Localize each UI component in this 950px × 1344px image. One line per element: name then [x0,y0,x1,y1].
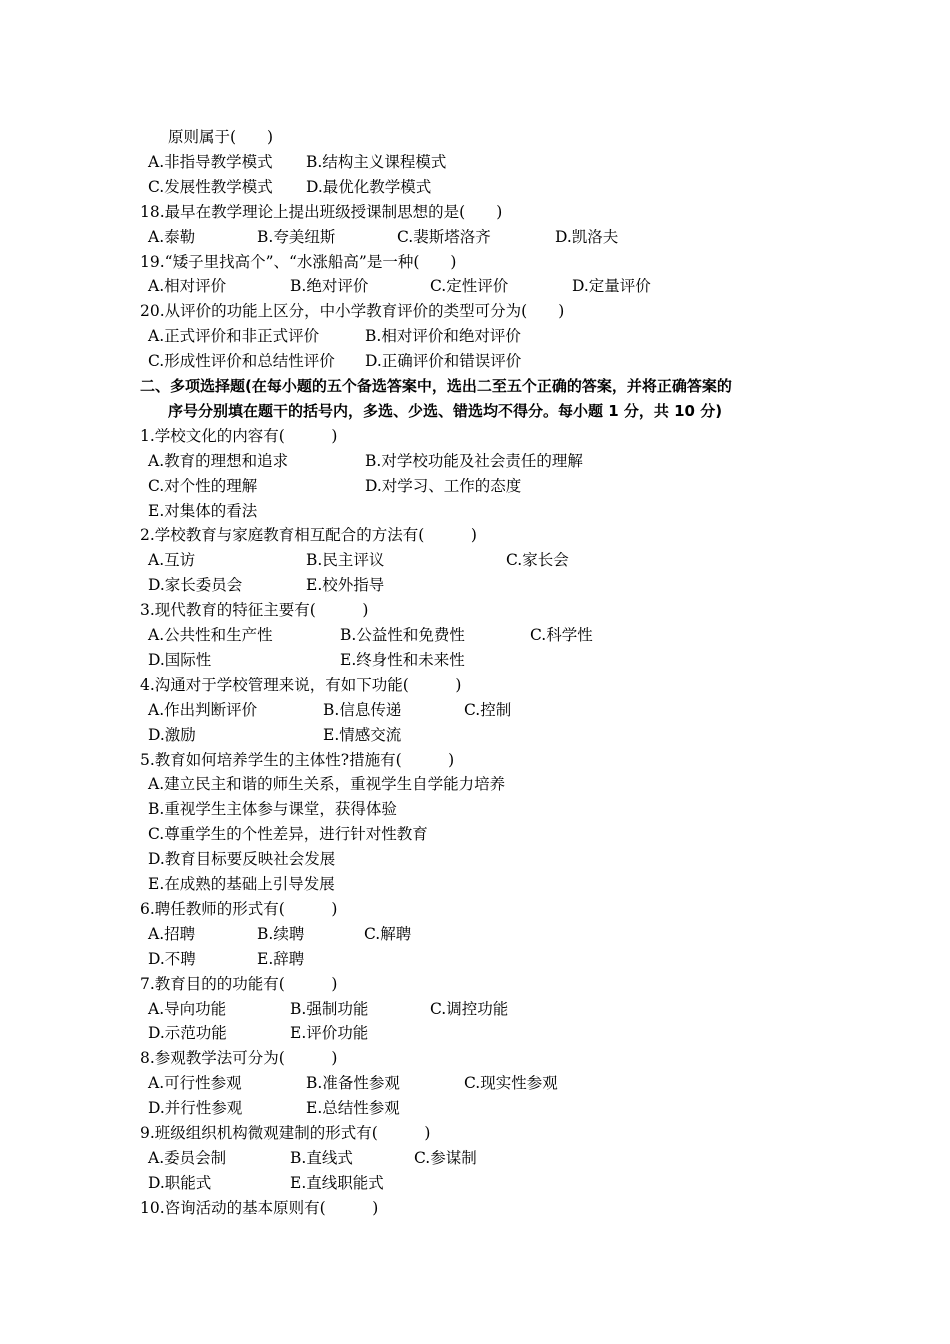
text-line [0,947,950,972]
text-line [0,175,950,200]
text-line [0,225,950,250]
option-text: B.强制功能 [290,999,369,1018]
option-text: B.绝对评价 [290,277,369,296]
option-text: B.公益性和免费性 [340,626,465,644]
option-text: E.评价功能 [290,1024,369,1043]
section-heading-line [0,399,950,424]
line-text: 原则属于( ) [168,128,274,146]
text-line [0,324,950,349]
option-text: B.对学校功能及社会责任的理解 [365,451,583,470]
option-text: C.解聘 [364,924,412,943]
option-text: A.泰勒 [148,227,196,246]
text-line [0,748,950,773]
option-text: B.信息传递 [323,700,402,719]
option-text: B.续聘 [257,924,305,943]
line-text: 18.最早在教学理论上提出班级授课制思想的是( ) [140,202,503,221]
line-text: 9.班级组织机构微观建制的形式有( ) [140,1124,431,1142]
option-text: A.招聘 [148,924,196,943]
line-text: C.尊重学生的个性差异，进行针对性教育 [148,825,428,844]
line-text: 20.从评价的功能上区分，中小学教育评价的类型可分为( ) [140,302,565,321]
option-text: C.参谋制 [414,1148,477,1167]
text-line [0,1021,950,1046]
text-line [0,548,950,573]
text-line [0,997,950,1022]
text-line [0,922,950,947]
line-text: 10.咨询活动的基本原则有( ) [140,1198,379,1217]
line-text: B.重视学生主体参与课堂，获得体验 [148,800,397,819]
text-line [0,598,950,623]
option-text: D.激励 [148,725,196,744]
text-line [0,1096,950,1121]
line-text: 4.沟通对于学校管理来说，有如下功能( ) [140,675,462,694]
option-text: C.定性评价 [430,277,509,296]
option-text: C.控制 [464,700,512,719]
option-text: B.准备性参观 [306,1074,400,1093]
text-line [0,1171,950,1196]
option-text: C.裴斯塔洛齐 [397,227,491,246]
option-text: A.教育的理想和追求 [148,451,289,470]
text-line [0,822,950,847]
text-line [0,723,950,748]
option-text: E.总结性参观 [306,1099,400,1118]
option-text: C.家长会 [506,551,569,570]
text-line [0,349,950,374]
text-line [0,797,950,822]
text-line [0,648,950,673]
text-line [0,449,950,474]
option-text: D.国际性 [148,650,212,669]
text-line [0,1146,950,1171]
text-line [0,250,950,275]
line-text: E.在成熟的基础上引导发展 [148,875,335,893]
text-line [0,772,950,797]
text-line [0,673,950,698]
text-line [0,125,950,150]
option-text: E.情感交流 [323,725,402,744]
text-line [0,1121,950,1146]
option-text: E.直线职能式 [290,1173,384,1192]
line-text: 2.学校教育与家庭教育相互配合的方法有( ) [140,526,477,545]
line-text: A.建立民主和谐的师生关系，重视学生自学能力培养 [148,775,506,794]
line-text: E.对集体的看法 [148,501,258,520]
text-line [0,897,950,922]
option-text: A.正式评价和非正式评价 [148,327,320,346]
text-line [0,424,950,449]
option-text: A.非指导教学模式 [148,152,273,171]
text-line [0,1071,950,1096]
line-text: 5.教育如何培养学生的主体性?措施有( ) [140,750,455,769]
text-line [0,1196,950,1221]
option-text: A.委员会制 [148,1148,227,1167]
section-heading-line [0,374,950,399]
option-text: B.结构主义课程模式 [306,152,447,171]
option-text: D.示范功能 [148,1024,227,1043]
option-text: C.调控功能 [430,999,509,1018]
option-text: C.对个性的理解 [148,476,258,495]
option-text: D.并行性参观 [148,1099,243,1118]
text-line [0,972,950,997]
option-text: B.夸美纽斯 [257,227,336,246]
line-text: 序号分别填在题干的括号内，多选、少选、错选均不得分。每小题 1 分，共 10 分) [168,401,723,420]
text-line [0,499,950,524]
text-line [0,523,950,548]
option-text: D.不聘 [148,949,196,968]
text-line [0,573,950,598]
line-text: 3.现代教育的特征主要有( ) [140,601,369,620]
option-text: D.最优化教学模式 [306,177,432,196]
text-line [0,474,950,499]
option-text: E.校外指导 [306,576,385,595]
option-text: B.相对评价和绝对评价 [365,327,521,346]
line-text: 二、多项选择题(在每小题的五个备选答案中，选出二至五个正确的答案，并将正确答案的 [140,377,732,395]
option-text: B.直线式 [290,1148,353,1167]
text-line [0,1046,950,1071]
line-text: 7.教育目的的功能有( ) [140,974,338,993]
option-text: A.可行性参观 [148,1074,242,1093]
option-text: A.互访 [148,551,196,570]
option-text: D.凯洛夫 [555,227,619,246]
line-text: D.教育目标要反映社会发展 [148,850,336,869]
line-text: 19.“矮子里找高个”、“水涨船高”是一种( ) [140,252,457,271]
option-text: A.相对评价 [148,277,227,296]
option-text: D.定量评价 [572,277,651,296]
option-text: D.家长委员会 [148,576,243,595]
option-text: A.公共性和生产性 [148,626,273,644]
text-line [0,872,950,897]
option-text: D.职能式 [148,1173,212,1192]
option-text: C.发展性教学模式 [148,177,273,196]
option-text: D.正确评价和错误评价 [365,352,522,371]
text-line [0,150,950,175]
option-text: C.现实性参观 [464,1074,558,1093]
option-text: E.终身性和未来性 [340,650,465,669]
option-text: C.形成性评价和总结性评价 [148,352,335,371]
line-text: 8.参观教学法可分为( ) [140,1049,338,1068]
text-line [0,623,950,648]
text-line [0,274,950,299]
line-text: 1.学校文化的内容有( ) [140,426,338,445]
line-text: 6.聘任教师的形式有( ) [140,899,338,918]
text-line [0,200,950,225]
text-line [0,698,950,723]
text-line [0,847,950,872]
option-text: A.导向功能 [148,999,227,1018]
option-text: A.作出判断评价 [148,700,258,719]
option-text: C.科学性 [530,626,593,644]
text-line [0,299,950,324]
option-text: D.对学习、工作的态度 [365,476,522,495]
option-text: B.民主评议 [306,551,385,570]
option-text: E.辞聘 [257,949,305,968]
